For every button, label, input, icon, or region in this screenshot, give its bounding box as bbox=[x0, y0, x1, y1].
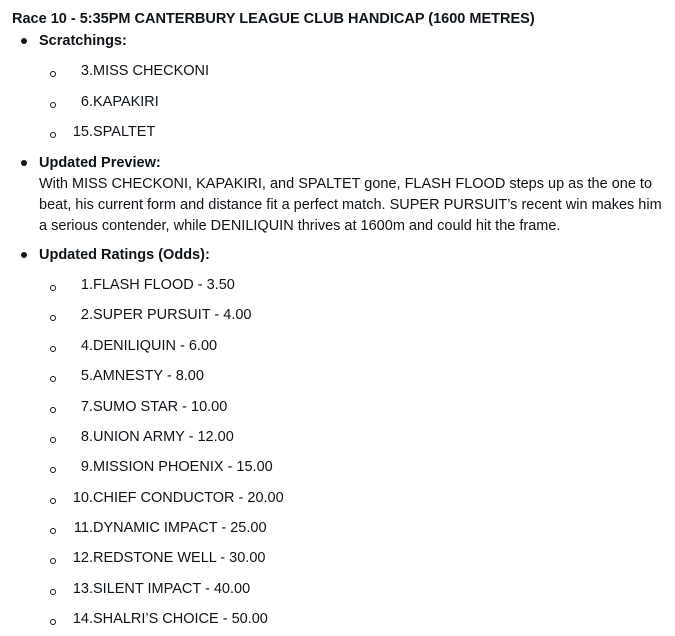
circle-bullet bbox=[50, 528, 56, 534]
rating-item bbox=[12, 459, 667, 481]
item-number: 2. bbox=[80, 307, 93, 323]
rating-item bbox=[12, 611, 667, 633]
circle-bullet bbox=[50, 407, 56, 413]
item-number: 8. bbox=[80, 429, 93, 445]
preview-heading: Updated Preview: bbox=[39, 155, 161, 171]
ratings-heading: Updated Ratings (Odds): bbox=[39, 247, 210, 263]
circle-bullet bbox=[50, 71, 56, 77]
circle-bullet bbox=[50, 467, 56, 473]
circle-bullet bbox=[50, 285, 56, 291]
item-number: 6. bbox=[80, 94, 93, 110]
item-text: SHALRI’S CHOICE - 50.00 bbox=[93, 611, 268, 627]
item-number: 12. bbox=[72, 550, 93, 566]
item-number: 11. bbox=[73, 520, 93, 536]
circle-bullet bbox=[50, 102, 56, 108]
item-number: 4. bbox=[80, 338, 93, 354]
circle-bullet bbox=[50, 589, 56, 595]
item-text: REDSTONE WELL - 30.00 bbox=[93, 550, 266, 566]
item-text: CHIEF CONDUCTOR - 20.00 bbox=[93, 490, 284, 506]
item-number: 5. bbox=[80, 368, 93, 384]
item-text: DENILIQUIN - 6.00 bbox=[93, 338, 218, 354]
item-text: MISS CHECKONI bbox=[93, 63, 210, 79]
bullet-dot bbox=[21, 252, 27, 258]
race-title: Race 10 - 5:35PM CANTERBURY LEAGUE CLUB HANDICAP (1600 METRES) bbox=[12, 11, 535, 27]
item-number: 13. bbox=[72, 581, 93, 597]
preview-paragraph: With MISS CHECKONI, KAPAKIRI, and SPALTET gone, FLASH FLOOD steps up as the one to beat, his current form and distance fit a perfect match. SUPER PURSUIT’s recent win makes him a serious contender, while DENILIQUIN thrives at 1600m and could hit the frame. bbox=[39, 176, 662, 234]
item-text: KAPAKIRI bbox=[93, 94, 159, 110]
circle-bullet bbox=[50, 315, 56, 321]
rating-item bbox=[12, 520, 667, 542]
item-text: SUMO STAR - 10.00 bbox=[93, 399, 228, 415]
rating-item bbox=[12, 399, 667, 421]
rating-item bbox=[12, 338, 667, 360]
rating-item bbox=[12, 550, 667, 572]
rating-item bbox=[12, 368, 667, 390]
item-text: AMNESTY - 8.00 bbox=[93, 368, 204, 384]
scratching-item bbox=[12, 94, 667, 116]
circle-bullet bbox=[50, 498, 56, 504]
item-text: SUPER PURSUIT - 4.00 bbox=[93, 307, 252, 323]
circle-bullet bbox=[50, 376, 56, 382]
circle-bullet bbox=[50, 437, 56, 443]
item-text: UNION ARMY - 12.00 bbox=[93, 429, 234, 445]
rating-item bbox=[12, 277, 667, 299]
item-text: DYNAMIC IMPACT - 25.00 bbox=[93, 520, 267, 536]
circle-bullet bbox=[50, 132, 56, 138]
rating-item bbox=[12, 490, 667, 512]
scratching-item bbox=[12, 63, 667, 85]
item-text: SILENT IMPACT - 40.00 bbox=[93, 581, 251, 597]
bullet-dot bbox=[21, 38, 27, 44]
item-number: 9. bbox=[80, 459, 93, 475]
bullet-dot bbox=[21, 160, 27, 166]
rating-item bbox=[12, 581, 667, 603]
rating-item bbox=[12, 429, 667, 451]
circle-bullet bbox=[50, 558, 56, 564]
item-text: MISSION PHOENIX - 15.00 bbox=[93, 459, 273, 475]
item-text: SPALTET bbox=[93, 124, 156, 140]
item-text: FLASH FLOOD - 3.50 bbox=[93, 277, 235, 293]
item-number: 3. bbox=[80, 63, 93, 79]
scratching-item bbox=[12, 124, 667, 146]
item-number: 1. bbox=[80, 277, 93, 293]
rating-item bbox=[12, 307, 667, 329]
circle-bullet bbox=[50, 346, 56, 352]
scratchings-heading: Scratchings: bbox=[39, 33, 127, 49]
item-number: 10. bbox=[72, 490, 93, 506]
circle-bullet bbox=[50, 619, 56, 625]
item-number: 7. bbox=[80, 399, 93, 415]
item-number: 14. bbox=[72, 611, 93, 627]
item-number: 15. bbox=[72, 124, 93, 140]
